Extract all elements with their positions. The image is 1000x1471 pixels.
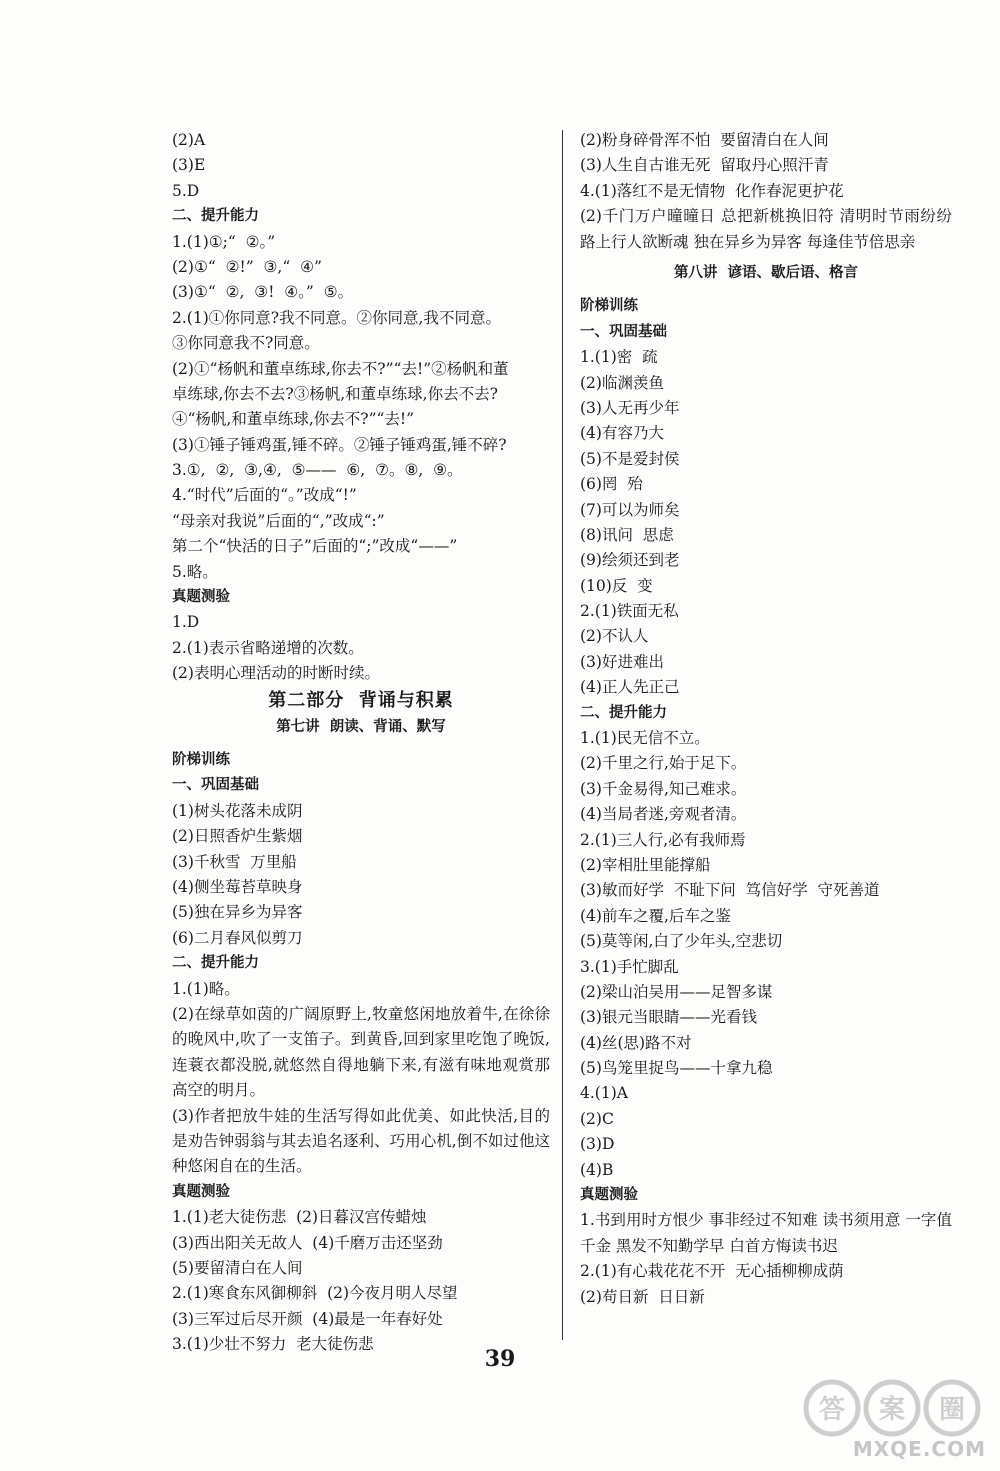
answer-line: 2.(1)①你同意?我不同意。②你同意,我不同意。 [172,308,501,327]
answer-line: 4.(1)A [580,1084,628,1103]
answer-line: ③你同意我不?同意。 [172,334,320,353]
answer-line: (3)敏而好学 不耻下问 笃信好学 守死善道 [580,881,880,900]
answer-paragraph: (2)在绿草如茵的广阔原野上,牧童悠闲地放着牛,在徐徐的晚风中,吹了一支笛子。到黄昏,回到家里吃饱了晚饭,连蓑衣都没脱,就悠然自得地躺下来,有滋有味地观赏那高空的明月。 [172,1004,550,1100]
answer-line: (10)反 变 [580,576,653,595]
answer-line: 2.(1)有心栽花花不开 无心插柳柳成荫 [580,1262,844,1281]
answer-line: (3)①锤子锤鸡蛋,锤不碎。②锤子锤鸡蛋,锤不碎? [172,435,507,454]
lecture-8-title: 第八讲 谚语、歇后语、格言 [673,264,859,281]
section-heading: 真题测验 [580,1187,638,1204]
answer-line: (4)丝(思)路不对 [580,1033,692,1052]
answer-line: 1.(1)密 疏 [580,348,658,367]
answer-line: (2)A [172,131,206,149]
answer-line: (2)①“ ②!” ③,“ ④” [172,257,322,276]
answer-line: 2.(1)寒食东风御柳斜 (2)今夜月明人尽望 [172,1284,458,1303]
answer-line: 卓练球,你去不去?③杨帆,和董卓练球,你去不去? [172,384,498,403]
answer-line: (2)苟日新 日日新 [580,1287,705,1306]
answer-line: 1.(1)略。 [172,979,240,998]
answer-line: (4)当局者迷,旁观者清。 [580,805,747,824]
watermark-logo-icon [792,1375,992,1441]
answer-line: 第二个“快活的日子”后面的“;”改成“——” [172,537,458,556]
answer-line: (5)鸟笼里捉鸟——十拿九稳 [580,1059,773,1078]
answer-line: (2)宰相肚里能撑船 [580,855,711,874]
answer-line: 1.(1)老大徒伤悲 (2)日暮汉宫传蜡烛 [172,1208,427,1227]
answer-line: (8)讯问 思虑 [580,525,674,544]
answer-line: 3.(1)手忙脚乱 [580,957,679,976]
section-heading: 二、提升能力 [172,955,259,972]
section-heading: 二、提升能力 [580,704,667,721]
answer-line: (9)绘须还到老 [580,551,680,570]
answer-line: (5)莫等闲,白了少年头,空悲切 [580,932,783,951]
answer-line: 3.(1)少壮不努力 老大徒伤悲 [172,1335,374,1354]
answer-line: (3)E [172,156,206,175]
answer-line: 1.(1)①;“ ②。” [172,232,276,251]
answer-line: (5)独在异乡为异客 [172,903,303,922]
watermark-char: 答 [818,1395,846,1425]
answer-line: 1.(1)民无信不立。 [580,729,710,748]
section-heading: 二、提升能力 [172,208,259,225]
watermark-char: 案 [878,1395,906,1425]
section-heading: 真题测验 [172,589,230,606]
answer-line: (2)粉身碎骨浑不怕 要留清白在人间 [580,131,829,149]
left-column [172,128,550,1357]
right-column [580,128,952,1310]
answer-line: (3)人生自古谁无死 留取丹心照汗青 [580,156,829,175]
section-heading: 一、巩固基础 [580,323,667,340]
page-number: 39 [484,1346,516,1372]
answer-line: 2.(1)三人行,必有我师焉 [580,830,746,849]
watermark [792,1375,992,1463]
answer-line: (4)侧坐莓苔草映身 [172,877,303,896]
answer-line: 3.①, ②, ③,④, ⑤—— ⑥, ⑦。⑧, ⑨。 [172,461,463,480]
section-heading: 真题测验 [172,1183,230,1200]
answer-line: (3)D [580,1135,615,1154]
section-heading: 阶梯训练 [580,298,638,315]
answer-line: (6)罔 殆 [580,475,643,494]
answer-line: (6)二月春风似剪刀 [172,928,303,947]
answer-line: (4)有容乃大 [580,424,664,443]
answer-line: (2)不认人 [580,627,649,646]
answer-paragraph: (3)作者把放牛娃的生活写得如此优美、如此快活,目的是劝告钟弱翁与其去追名逐利、巧用心机,倒不如过他这种悠闲自在的生活。 [172,1106,550,1176]
column-divider [562,130,563,1340]
answer-line: “母亲对我说”后面的“,”改成“:” [172,511,385,530]
answer-line: (2)日照香炉生紫烟 [172,827,303,846]
answer-line: (4)B [580,1160,614,1179]
answer-line: (1)树头花落未成阴 [172,801,303,820]
answer-line: (3)千金易得,知己难求。 [580,779,747,798]
answer-line: ④“杨帆,和董卓练球,你去不?”“去!” [172,410,415,429]
answer-line: (2)表明心理活动的时断时续。 [172,664,380,683]
answer-paragraph: 1.书到用时方恨少 事非经过不知难 读书须用意 一字值千金 黑发不知勤学早 白首方悔读书迟 [580,1211,952,1255]
answer-line: (2)①“杨帆和董卓练球,你去不?”“去!”②杨帆和董 [172,359,509,378]
section-heading: 阶梯训练 [172,751,230,768]
answer-line: (3)西出阳关无故人 (4)千磨万击还坚劲 [172,1233,443,1252]
lecture-7-title: 第七讲 朗读、背诵、默写 [276,718,446,735]
answer-line: (2)临渊羡鱼 [580,373,664,392]
answer-paragraph: (2)千门万户曈曈日 总把新桃换旧符 清明时节雨纷纷 路上行人欲断魂 独在异乡为异客 每逢佳节倍思亲 [580,207,952,251]
answer-line: (5)要留清白在人间 [172,1258,303,1277]
answer-line: 1.D [172,613,200,632]
answer-line: (3)千秋雪 万里船 [172,852,297,871]
answer-line: (4)正人先正己 [580,678,680,697]
answer-line: (2)千里之行,始于足下。 [580,754,747,773]
answer-line: (3)银元当眼睛——光看钱 [580,1008,757,1027]
answer-line: (2)梁山泊吴用——足智多谋 [580,982,773,1001]
answer-line: (5)不是爱封侯 [580,449,680,468]
watermark-char: 圈 [938,1395,966,1425]
answer-line: (3)三军过后尽开颜 (4)最是一年春好处 [172,1309,443,1328]
answer-line: (4)前车之覆,后车之鉴 [580,906,731,925]
answer-line: (3)好进难出 [580,652,664,671]
watermark-url: MXQE.COM [852,1437,986,1461]
answer-line: (2)C [580,1109,614,1128]
section-heading: 一、巩固基础 [172,777,259,794]
answer-line: (3)人无再少年 [580,398,680,417]
answer-line: 4.(1)落红不是无情物 化作春泥更护花 [580,181,844,200]
answer-line: (3)①“ ②, ③! ④。” ⑤。 [172,283,354,302]
answer-line: (7)可以为师矣 [580,500,680,519]
answer-line: 5.略。 [172,562,218,581]
answer-line: 2.(1)铁面无私 [580,602,679,621]
answer-line: 5.D [172,181,200,200]
answer-line: 2.(1)表示省略递增的次数。 [172,638,364,657]
part-title: 第二部分 背诵与积累 [268,689,454,711]
answer-line: 4.“时代”后面的“。”改成“!” [172,486,357,505]
